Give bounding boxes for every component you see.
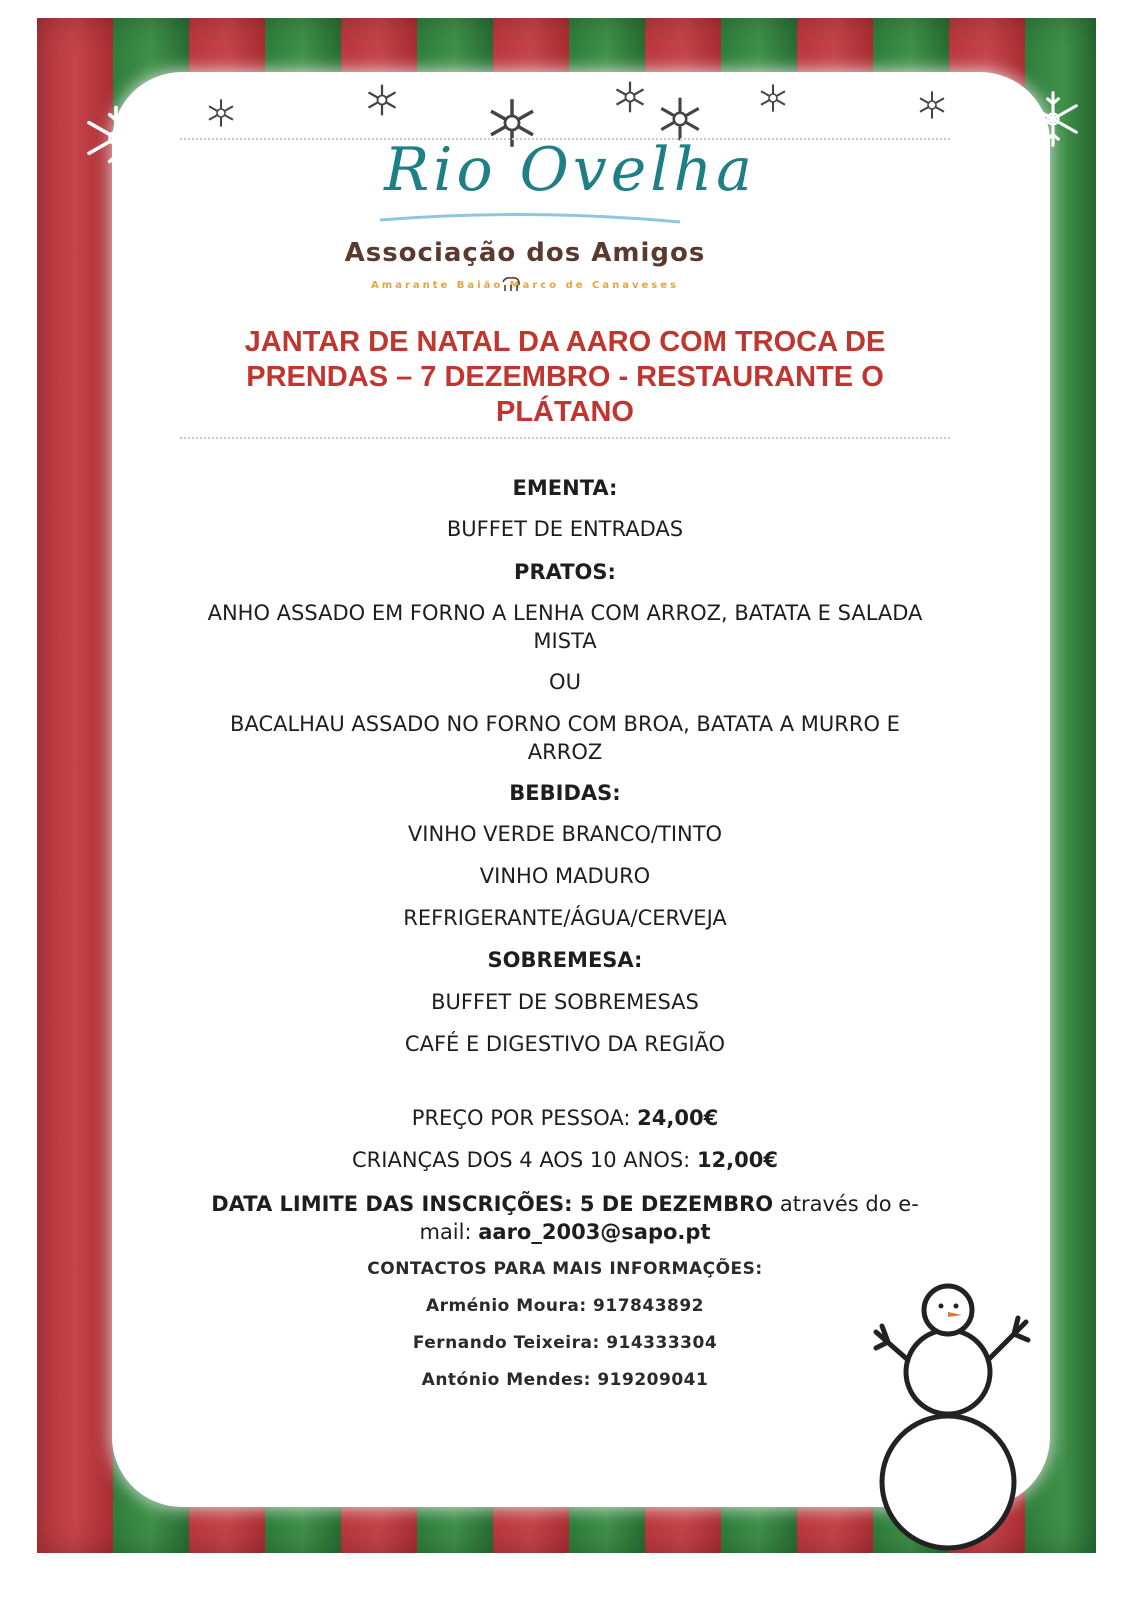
menu-item: REFRIGERANTE/ÁGUA/CERVEJA xyxy=(403,906,727,930)
contacts-heading: CONTACTOS PARA MAIS INFORMAÇÕES: xyxy=(367,1259,763,1279)
snowflake-icon xyxy=(80,98,152,178)
menu-item: ARROZ xyxy=(527,740,603,764)
snowflake-icon xyxy=(916,86,948,124)
sobremesa-heading: SOBREMESA: xyxy=(487,948,643,972)
snowflake-icon xyxy=(757,80,789,116)
logo-association: Associação dos Amigos xyxy=(344,238,706,268)
child-price-value: 12,00€ xyxy=(696,1148,778,1172)
bebidas-heading: BEBIDAS: xyxy=(509,781,621,805)
email-prefix: mail: xyxy=(419,1220,479,1244)
event-title-line: PLÁTANO xyxy=(495,396,634,428)
adult-price-line xyxy=(160,1106,970,1130)
menu-item: BUFFET DE ENTRADAS xyxy=(446,517,684,541)
logo-title: Rio Ovelha xyxy=(384,135,756,205)
adult-price-value: 24,00€ xyxy=(637,1106,719,1130)
snowflake-icon xyxy=(612,77,648,117)
adult-price-label: PREÇO POR PESSOA: xyxy=(411,1106,638,1130)
menu-item: BUFFET DE SOBREMESAS xyxy=(431,990,699,1014)
menu-item: ANHO ASSADO EM FORNO A LENHA COM ARROZ, BATATA E SALADA xyxy=(207,601,923,625)
menu-item: VINHO MADURO xyxy=(479,864,651,888)
snowman-icon xyxy=(868,1282,1048,1552)
event-title-line: PRENDAS – 7 DEZEMBRO - RESTAURANTE O xyxy=(246,361,884,393)
pratos-heading: PRATOS: xyxy=(514,560,616,584)
snowflake-icon xyxy=(1022,86,1084,152)
registration-block xyxy=(160,1190,970,1246)
snowflake-icon xyxy=(364,80,400,120)
menu-item: CAFÉ E DIGESTIVO DA REGIÃO xyxy=(404,1032,726,1056)
logo-towns: Amarante Baião Marco de Canaveses xyxy=(371,280,679,291)
contact-item: Fernando Teixeira: 914333304 xyxy=(412,1333,718,1353)
sheep-icon xyxy=(500,276,522,292)
event-title-line: JANTAR DE NATAL DA AARO COM TROCA DE xyxy=(244,326,886,358)
deadline-label: DATA LIMITE DAS INSCRIÇÕES: 5 DE DEZEMBRO xyxy=(211,1192,774,1216)
deadline-via-text: através do e- xyxy=(773,1192,919,1216)
menu-item: VINHO VERDE BRANCO/TINTO xyxy=(407,822,723,846)
email-link[interactable]: aaro_2003@sapo.pt xyxy=(478,1220,711,1244)
contact-item: António Mendes: 919209041 xyxy=(421,1370,709,1390)
menu-item-or: OU xyxy=(549,670,581,694)
event-title xyxy=(210,325,920,430)
divider-bottom xyxy=(180,437,950,439)
snowflake-icon xyxy=(205,95,237,131)
child-price-label: CRIANÇAS DOS 4 AOS 10 ANOS: xyxy=(352,1148,697,1172)
menu-item: MISTA xyxy=(533,629,597,653)
ementa-heading: EMENTA: xyxy=(512,476,618,500)
contact-item: Arménio Moura: 917843892 xyxy=(425,1296,705,1316)
child-price-line xyxy=(160,1148,970,1172)
menu-item: BACALHAU ASSADO NO FORNO COM BROA, BATATA A MURRO E xyxy=(230,712,900,736)
logo-wave-line xyxy=(380,212,680,226)
